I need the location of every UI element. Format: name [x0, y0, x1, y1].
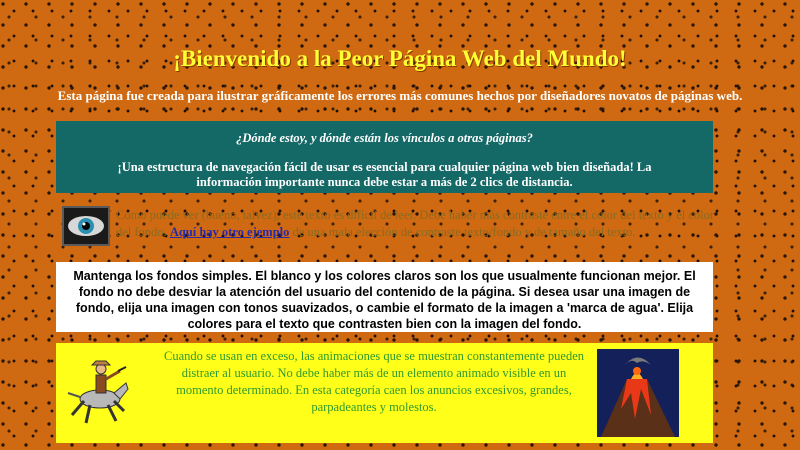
navigation-question: ¿Dónde estoy, y dónde están los vínculos a otras páginas? — [236, 131, 533, 145]
eye-icon — [62, 206, 110, 246]
contrast-section — [62, 206, 715, 246]
backgrounds-box — [56, 262, 713, 332]
backgrounds-text: Mantenga los fondos simples. El blanco y los colores claros son los que usualmente funcionan mejor. El fondo no debe desviar la atención del usuario del contenido de la página. Si desea usar una imagen de fondo, elija una imagen con tonos suavizados, o cambie el formato de la imagen a 'marca de agua'. Elija colores para el texto que contrasten bien con la imagen del fondo. — [73, 269, 696, 331]
animations-box — [56, 343, 713, 443]
another-example-link[interactable]: Aquí hay otro ejemplo — [169, 225, 290, 239]
contrast-text-after: de una mala elección de contraste texto/fondo y de tamaño del texto. — [292, 225, 636, 239]
volcano-icon — [597, 349, 679, 437]
page-title: ¡Bienvenido a la Peor Página Web del Mundo! — [173, 46, 627, 71]
navigation-box — [56, 121, 713, 193]
cowboy-on-horse-icon — [64, 349, 130, 429]
contrast-paragraph — [116, 207, 716, 241]
animations-text: Cuando se usan en exceso, las animaciones que se muestran constantemente pueden distraer al usuario. No debe haber más de un elemento animado visible en un momento determinado. En esta categoría caen los anuncios excesivos, grandes, parpadeantes y molestos. — [163, 349, 584, 414]
navigation-text: ¡Una estructura de navegación fácil de usar es esencial para cualquier página web bien diseñada! La información importante nunca debe estar a más de 2 clics de distancia. — [117, 160, 652, 189]
contrast-text-before: Como puede ver (bueno, talvez), este texto es difícil de leer. Debe haber más contraste entre el color del texto y el color del fondo. — [116, 208, 715, 239]
page-subtitle: Esta página fue creada para ilustrar gráficamente los errores más comunes hechos por diseñadores novatos de páginas web. — [57, 88, 743, 103]
